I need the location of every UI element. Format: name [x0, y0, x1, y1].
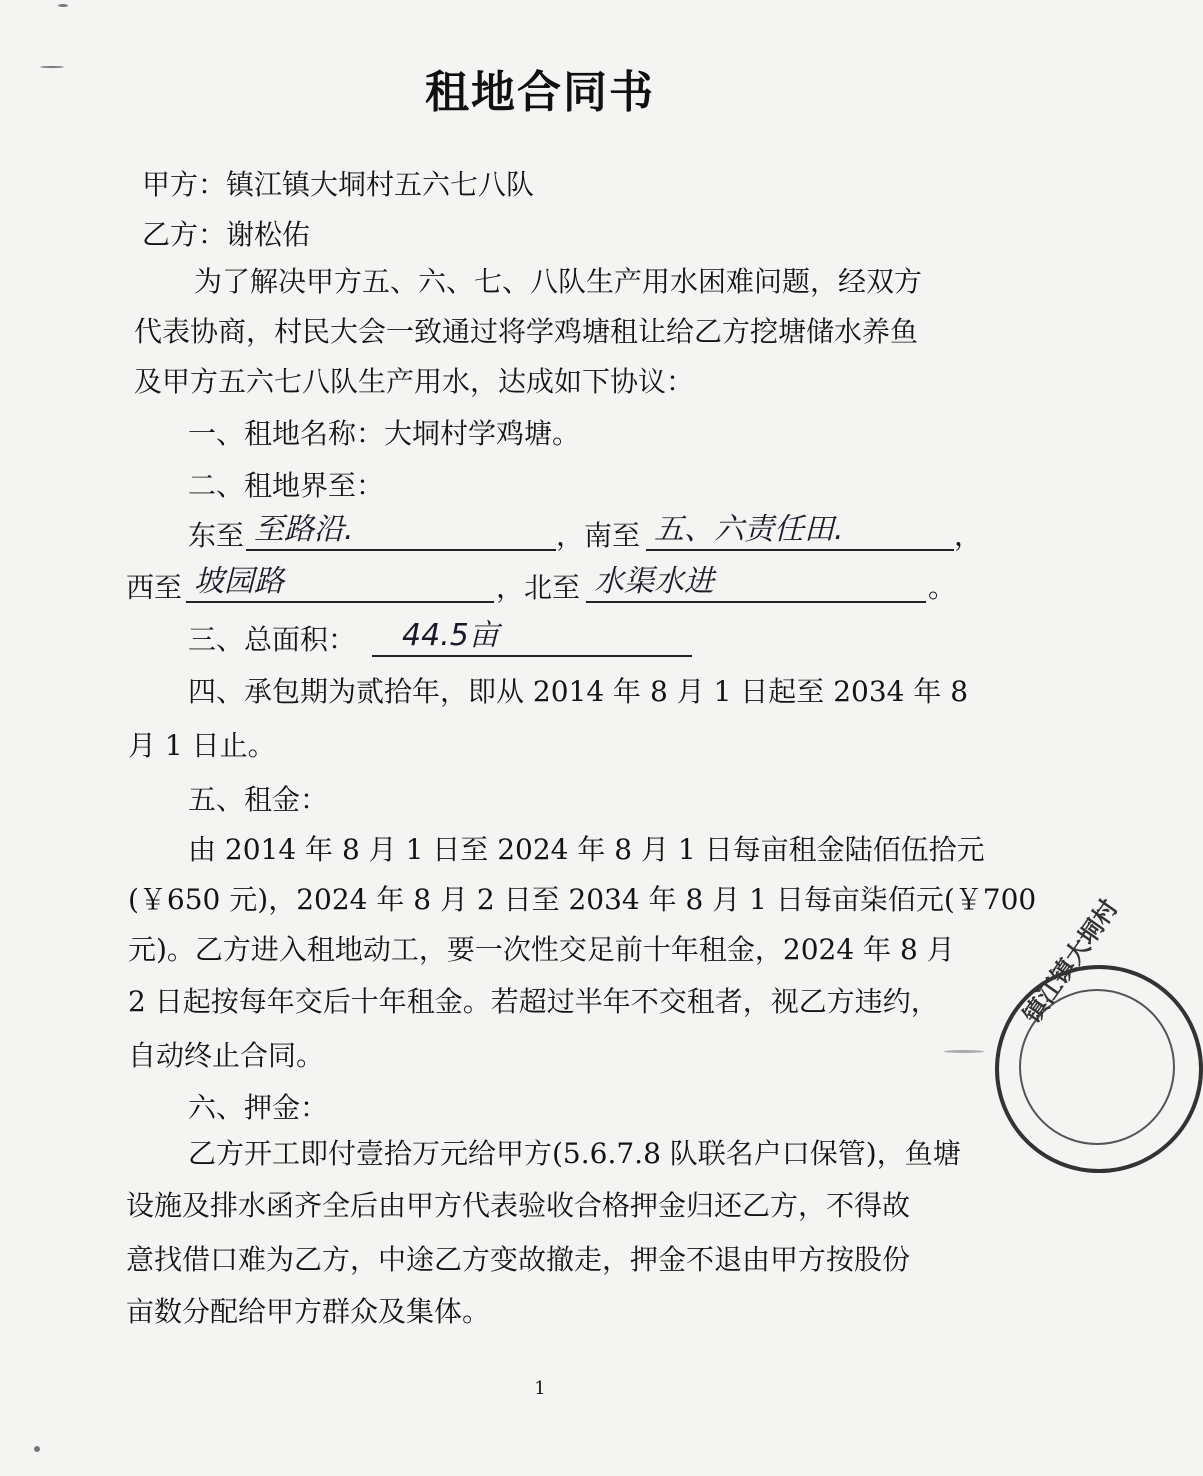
boundary-west-label: 西至 — [126, 571, 183, 604]
section-5-line-3: 元)。乙方进入租地动工，要一次性交足前十年租金，2024 年 8 月 — [128, 933, 955, 966]
boundary-north-field — [586, 562, 926, 603]
boundary-west-field — [186, 562, 494, 603]
party-b: 乙方：谢松佑 — [142, 218, 311, 251]
section-6-line-1: 乙方开工即付壹拾万元给甲方(5.6.7.8 队联名户口保管)，鱼塘 — [188, 1137, 961, 1170]
section-4-line-1: 四、承包期为贰拾年，即从 2014 年 8 月 1 日起至 2034 年 8 — [188, 675, 969, 708]
total-area-value: 44.5亩 — [372, 617, 692, 657]
boundary-south-label: ，南至 — [556, 519, 641, 552]
scan-speck — [58, 4, 68, 7]
boundary-south-field — [646, 510, 954, 551]
boundary-south-value: 五、六责任田. — [646, 511, 954, 551]
section-6-line-3: 意找借口难为乙方，中途乙方变故撤走，押金不退由甲方按股份 — [126, 1243, 911, 1276]
intro-line-1: 为了解决甲方五、六、七、八队生产用水困难问题，经双方 — [194, 265, 923, 298]
intro-line-2: 代表协商，村民大会一致通过将学鸡塘租让给乙方挖塘储水养鱼 — [134, 315, 919, 348]
section-6-line-4: 亩数分配给甲方群众及集体。 — [126, 1295, 491, 1328]
boundary-east-field — [246, 510, 556, 551]
section-5-line-1: 由 2014 年 8 月 1 日至 2024 年 8 月 1 日每亩租金陆佰伍拾元 — [188, 833, 985, 866]
section-2-heading: 二、租地界至： — [188, 469, 385, 502]
boundary-north-value: 水渠水进 — [586, 563, 926, 603]
scan-speck — [944, 1050, 984, 1053]
seal-text: 镇江镇大垌村 — [1017, 894, 1124, 1029]
section-3-label: 三、总面积： — [188, 623, 357, 656]
boundary-south-end: ， — [954, 519, 983, 552]
section-6-heading: 六、押金： — [188, 1091, 329, 1124]
intro-line-3: 及甲方五六七八队生产用水，达成如下协议： — [134, 365, 695, 398]
boundary-north-label: ，北至 — [496, 571, 581, 604]
boundary-east-value: 至路沿. — [246, 511, 556, 551]
boundary-north-end: 。 — [928, 571, 957, 604]
party-a: 甲方：镇江镇大垌村五六七八队 — [142, 168, 535, 201]
section-1-name: 一、租地名称：大垌村学鸡塘。 — [188, 417, 581, 450]
scan-speck — [40, 66, 64, 68]
boundary-west-value: 坡园路 — [186, 563, 494, 603]
section-5-line-5: 自动终止合同。 — [128, 1039, 325, 1072]
section-5-heading: 五、租金： — [188, 783, 329, 816]
section-5-line-4: 2 日起按每年交后十年租金。若超过半年不交租者，视乙方违约， — [128, 985, 939, 1018]
section-5-line-2: (￥650 元)，2024 年 8 月 2 日至 2034 年 8 月 1 日每亩柒佰元(￥700 — [128, 883, 1037, 916]
page-number: 1 — [534, 1378, 546, 1399]
section-6-line-2: 设施及排水函齐全后由甲方代表验收合格押金归还乙方，不得故 — [126, 1189, 911, 1222]
official-seal — [995, 894, 1203, 1173]
boundary-east-label: 东至 — [188, 519, 245, 552]
document-title: 租地合同书 — [425, 67, 655, 118]
section-4-line-2: 月 1 日止。 — [128, 729, 276, 762]
section-3-field — [372, 616, 692, 657]
scan-speck — [34, 1446, 40, 1452]
